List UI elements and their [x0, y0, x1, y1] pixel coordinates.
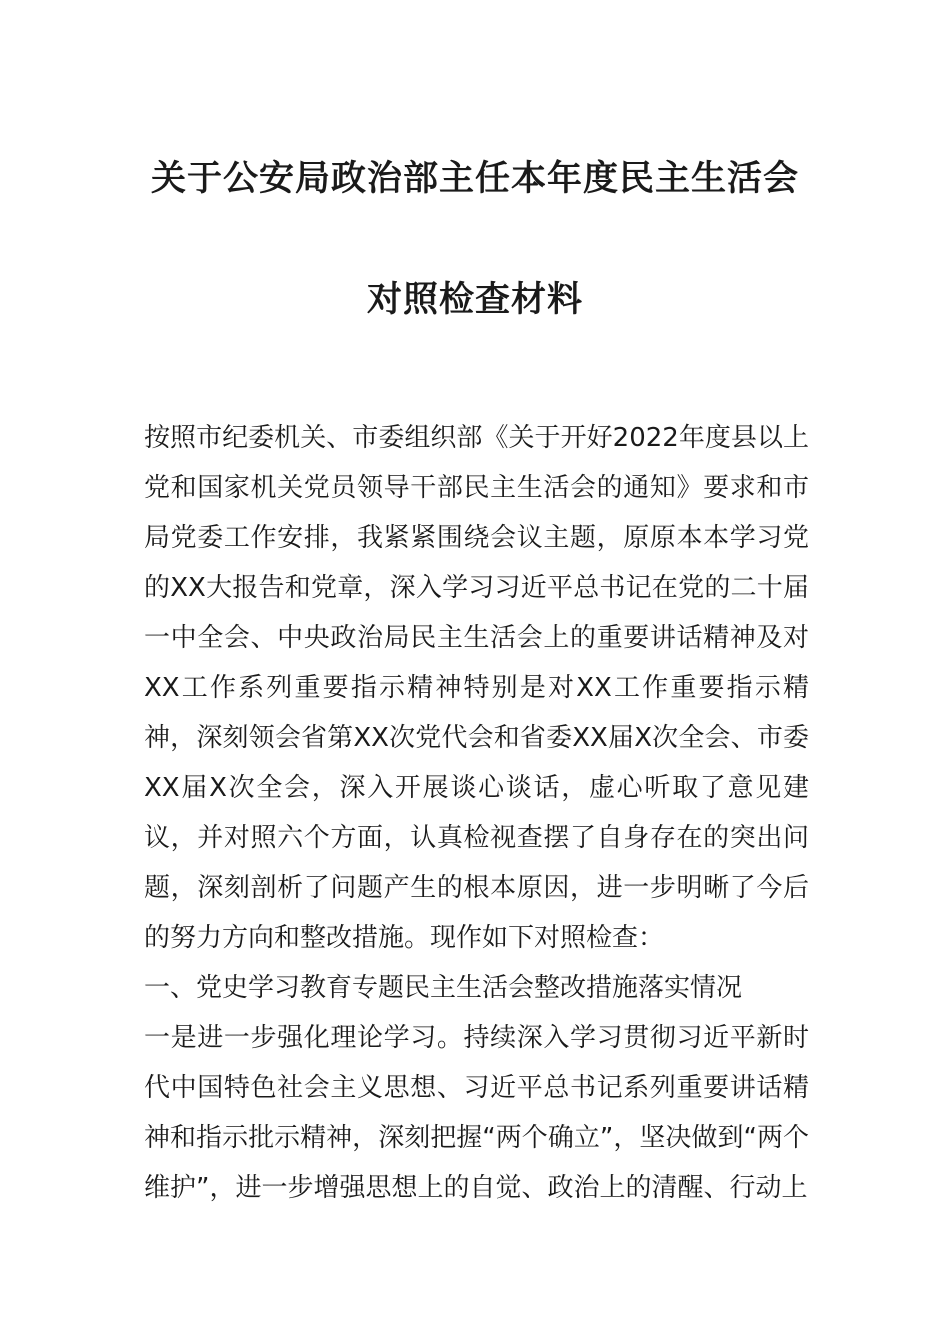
- document-title-line-1: 关于公安局政治部主任本年度民主生活会: [150, 159, 799, 199]
- section-heading-1: 一、党史学习教育专题民主生活会整改措施落实情况: [144, 973, 743, 1003]
- document-title-line-2: 对照检查材料: [366, 280, 583, 320]
- intro-paragraph: 按照市纪委机关、市委组织部《关于开好2022年度县以上党和国家机关党员领导干部民主生活会的通知》要求和市局党委工作安排，我紧紧围绕会议主题，原原本本学习党的XX大报告和党章，深入学习习近平总书记在党的二十届一中全会、中央政治局民主生活会上的重要讲话精神及对XX工作系列重要指示精神特别是对XX工作重要指示精神，深刻领会省第XX次党代会和省委XX届X次全会、市委XX届X次全会，深入开展谈心谈话，虚心听取了意见建议，并对照六个方面，认真检视查摆了自身存在的突出问题，深刻剖析了问题产生的根本原因，进一步明晰了今后的努力方向和整改措施。现作如下对照检查：: [144, 423, 809, 953]
- document-body: [144, 413, 809, 1213]
- section-1-paragraph: 一是进一步强化理论学习。持续深入学习贯彻习近平新时代中国特色社会主义思想、习近平总书记系列重要讲话精神和指示批示精神，深刻把握“两个确立”，坚决做到“两个维护”，进一步增强思想上的自觉、政治上的清醒、行动上: [144, 1023, 809, 1203]
